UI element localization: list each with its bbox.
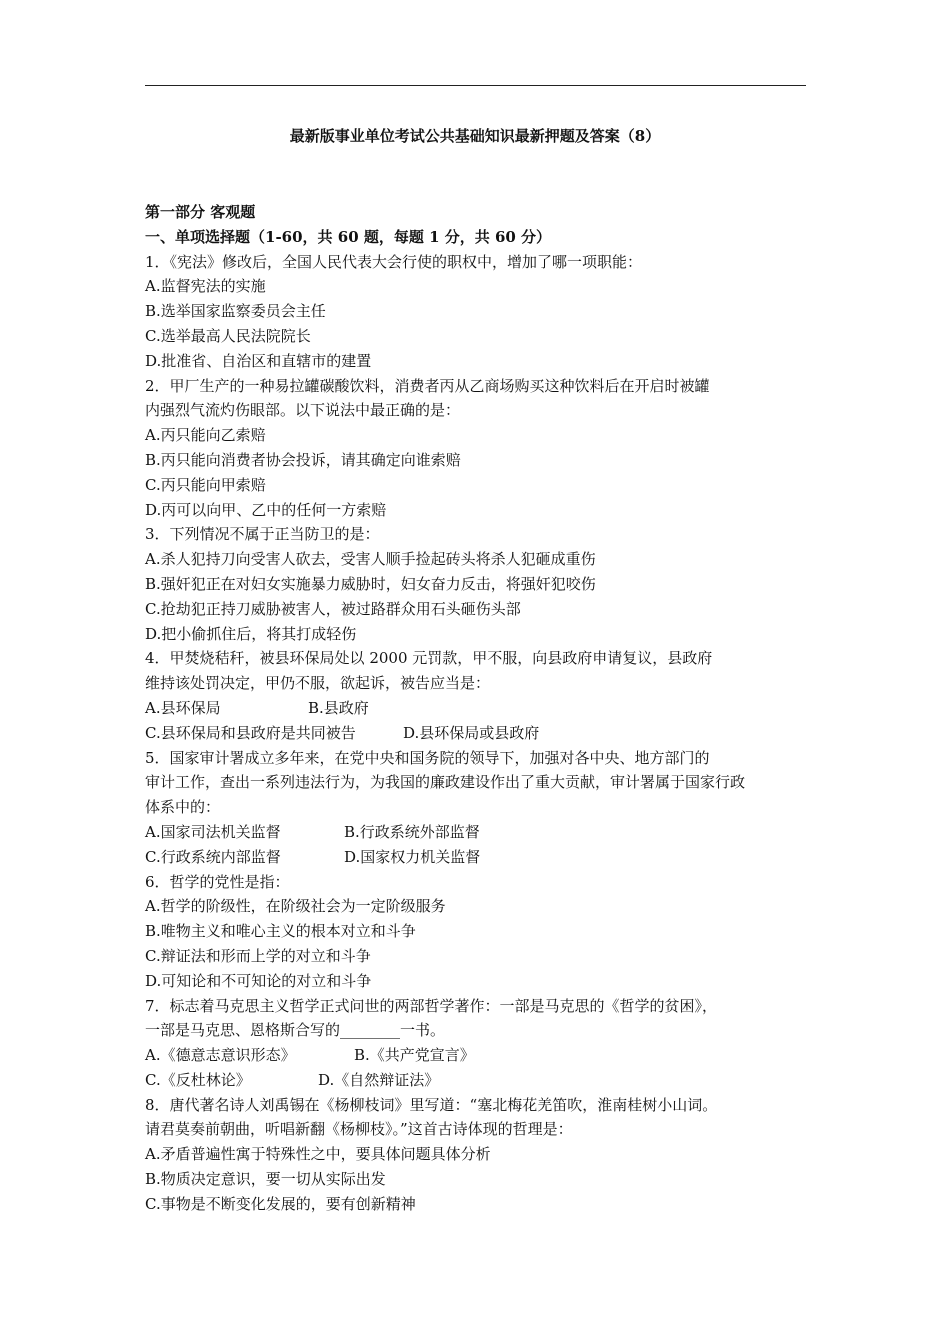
question-stem: 5．国家审计署成立多年来，在党中央和国务院的领导下，加强对各中央、地方部门的 xyxy=(145,748,710,767)
option-a: A.丙只能向乙索赔 xyxy=(145,426,266,445)
document-body xyxy=(145,200,815,1217)
option-row xyxy=(145,1043,815,1068)
option-b: B.县政府 xyxy=(308,698,369,717)
question-stem: 6．哲学的党性是指： xyxy=(145,872,290,891)
option-row xyxy=(145,696,815,721)
option-b: B.《共产党宣言》 xyxy=(354,1046,475,1065)
option-c: C.行政系统内部监督 xyxy=(145,847,281,866)
option-d: D.《自然辩证法》 xyxy=(318,1070,440,1089)
question-5 xyxy=(145,746,815,870)
option-row xyxy=(145,1068,815,1093)
question-stem: 4．甲焚烧秸秆，被县环保局处以 2000 元罚款，甲不服，向县政府申请复议，县政府 xyxy=(145,649,713,668)
question-8 xyxy=(145,1093,815,1217)
option-c: C.辩证法和形而上学的对立和斗争 xyxy=(145,946,371,965)
option-a: A.矛盾普遍性寓于特殊性之中，要具体问题具体分析 xyxy=(145,1145,491,1164)
option-b: B.强奸犯正在对妇女实施暴力威胁时，妇女奋力反击，将强奸犯咬伤 xyxy=(145,574,596,593)
option-b: B.丙只能向消费者协会投诉，请其确定向谁索赔 xyxy=(145,450,461,469)
question-stem: 维持该处罚决定，甲仍不服，欲起诉，被告应当是： xyxy=(145,674,491,693)
question-stem: 1．《宪法》修改后，全国人民代表大会行使的职权中，增加了哪一项职能： xyxy=(145,252,643,271)
option-d: D.县环保局或县政府 xyxy=(403,723,540,742)
option-b: B.物质决定意识，要一切从实际出发 xyxy=(145,1170,386,1189)
option-d: D.批准省、自治区和直辖市的建置 xyxy=(145,351,372,370)
question-stem: 一部是马克思、恩格斯合写的________一书。 xyxy=(145,1021,446,1040)
question-2 xyxy=(145,374,815,523)
option-c: C.《反杜林论》 xyxy=(145,1070,251,1089)
question-stem: 2．甲厂生产的一种易拉罐碳酸饮料，消费者丙从乙商场购买这种饮料后在开启时被罐 xyxy=(145,376,710,395)
option-a: A.国家司法机关监督 xyxy=(145,822,281,841)
part-heading: 第一部分 客观题 xyxy=(145,203,256,221)
option-a: A.县环保局 xyxy=(145,698,221,717)
option-d: D.丙可以向甲、乙中的任何一方索赔 xyxy=(145,500,387,519)
option-c: C.抢劫犯正持刀威胁被害人，被过路群众用石头砸伤头部 xyxy=(145,599,521,618)
option-c: C.县环保局和县政府是共同被告 xyxy=(145,723,356,742)
section-heading: 一、单项选择题（1-60，共 60 题，每题 1 分，共 60 分） xyxy=(145,227,552,246)
document-title: 最新版事业单位考试公共基础知识最新押题及答案（8） xyxy=(289,127,661,145)
question-3 xyxy=(145,522,815,646)
option-row xyxy=(145,721,815,746)
option-a: A.《德意志意识形态》 xyxy=(145,1046,296,1065)
option-d: D.可知论和不可知论的对立和斗争 xyxy=(145,971,372,990)
option-a: A.监督宪法的实施 xyxy=(145,277,266,296)
option-b: B.唯物主义和唯心主义的根本对立和斗争 xyxy=(145,922,416,941)
question-stem: 请君莫奏前朝曲，听唱新翻《杨柳枝》。”这首古诗体现的哲理是： xyxy=(145,1120,573,1139)
option-b: B.行政系统外部监督 xyxy=(344,822,480,841)
question-stem: 3．下列情况不属于正当防卫的是： xyxy=(145,525,380,544)
option-a: A.哲学的阶级性，在阶级社会为一定阶级服务 xyxy=(145,897,446,916)
option-a: A.杀人犯持刀向受害人砍去，受害人顺手捡起砖头将杀人犯砸成重伤 xyxy=(145,550,596,569)
header-rule xyxy=(145,85,806,86)
option-d: D.把小偷抓住后，将其打成轻伤 xyxy=(145,624,357,643)
option-c: C.事物是不断变化发展的，要有创新精神 xyxy=(145,1194,416,1213)
question-stem: 8．唐代著名诗人刘禹锡在《杨柳枝词》里写道：“塞北梅花羌笛吹，淮南桂树小山词。 xyxy=(145,1095,718,1114)
option-c: C.选举最高人民法院院长 xyxy=(145,326,311,345)
option-c: C.丙只能向甲索赔 xyxy=(145,475,266,494)
question-stem: 内强烈气流灼伤眼部。以下说法中最正确的是： xyxy=(145,401,461,420)
option-b: B.选举国家监察委员会主任 xyxy=(145,302,326,321)
question-stem: 体系中的： xyxy=(145,798,221,817)
question-stem: 审计工作，查出一系列违法行为，为我国的廉政建设作出了重大贡献，审计署属于国家行政 xyxy=(145,773,746,792)
question-7 xyxy=(145,994,815,1093)
question-stem: 7．标志着马克思主义哲学正式问世的两部哲学著作：一部是马克思的《哲学的贫困》， xyxy=(145,996,718,1015)
option-row xyxy=(145,820,815,845)
option-d: D.国家权力机关监督 xyxy=(344,847,481,866)
question-6 xyxy=(145,870,815,994)
option-row xyxy=(145,845,815,870)
question-4 xyxy=(145,646,815,745)
question-1 xyxy=(145,250,815,374)
